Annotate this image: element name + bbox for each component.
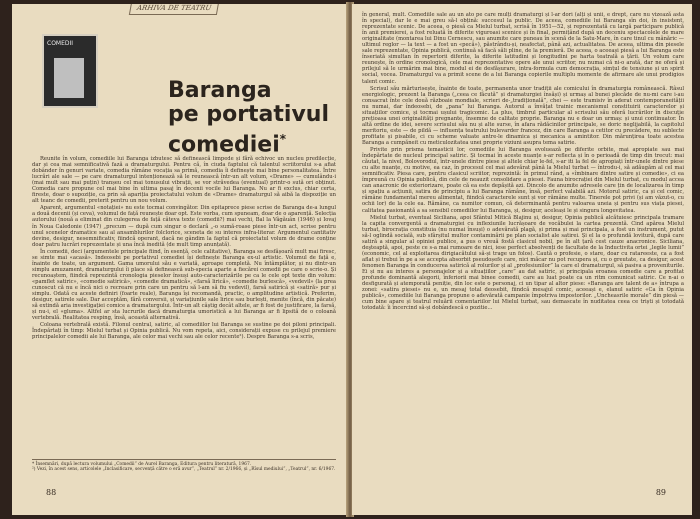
page-number: 89 <box>655 488 666 497</box>
paragraph: în general, mult. Comediile sale au un ato pe care mulți dramaturgi și l-ar dori (alți și unii, e drept, care nu vizează asta în special), dar le e mai greu să-l obțină: succesul la public. De aceea, comediile lui Baranga sîn doi, în insistent, reprezentate scenic. De aceea, o piesă ca Mielul turbat, scrisă în 1951—52, și reprezentată cu largă participare publică în anii premierei, a fost reluată în diferite viguroasi scenice și în final, permițând după un deceniu spectacolele de mare originalitate (montarea lui Dinu Cernescu, sau anumite care puneau în scenă de la Satu-Mare, în care tinul cu mânăric — ultimul reglor — la text — a fost un «pecă»), păstrându-și, neafectat, până azi, actualitatea. De aceea, ultima din piesele sale reprezentate, Opinia publică, continuă să facă săli pline, de la premieră. De aceea, o aceeași piesă a lui Baranga este înseriată simultan în repertorii diferite, la diferite latitudini și longitudini pe harta teatrală a țării. Un volum care reunește, în ordine cronologică, cele mai reprezentative opere ale unui scriitor, nu numai că ni-o arată, dar ne oferă și prilejul să le urmărim mai bine, modul ei de desfășurare, intra-formula cum democrația, simțul de tensiune și un spirit social, vocea. Dramaturgul va a primit scene de a lui Baranga copierile multiplu momente de afirmare ale unui prodigios talent comic. <box>362 12 684 85</box>
page-number: 88 <box>46 488 57 497</box>
paragraph: Reunite în volum, comediile lui Baranga izbutesc să definească limpede și fără echivoc un nucleu predilecție, dar și cea mai semnificativă fază a dramaturgului. Pentru că, în ciuda faptului că talentul scriitorului s-a afiat dobânder în genuri variate, comedia rămâne vocația sa primă, comedia îi definește mai bine personalitatea. Între lucrări ale sale — pe care dramaturgul intenționează să le reunească într-un alt volum, «Drame» — cumulându-i (mai mult sau mai puțin) tranșeu cel mai tonusului vibrații, se vor străvedea (eventual) printr-o sută ori obținut. Comedia care propune cel mai bine în ultima pasaj în decenii vocile lui Baranga. Nu ar fi exclus, chiar certa, fireste, doar o supoziție, ca prin să apariția proiectatului volum de «Drame» dramaturgul să aibă la dispoziție un alt teanc de comedii, preterit pentru un nou volum. <box>32 156 336 205</box>
book-cover-photo <box>42 34 98 108</box>
left-page <box>12 4 348 515</box>
book-image <box>54 58 84 98</box>
right-page <box>352 4 692 515</box>
book-cover-label: COMEDII <box>47 40 74 47</box>
right-body-text <box>362 12 684 312</box>
paragraph: În comedii, deci (argumentele principale fiind, în esență, cele calitative), Baranga se desfășoară mult mai firesc, se simte mai «acasă». Indeosebi pe portativul comediei își definește Baranga ex-ul artistic. Volumul de față e, înainte de toate, un argument. Gama umorului său e variată, aproape completă. Nu întâmplător, și nu dintr-un simplu amuzament, dramaturgului îi place să definească sub-specia aparte a fiecărei comedii pe care o scrie-o. Și recunoaștem, fiindcă reprezintă cronologia pieselor însuși auto-caracterizările pe ca le cele opt texte din volum: «pamflet satiric», «comedie satirică», «comedie dramatică», «farsă lirică», «comedie burlescă», «vedevil» (la prea cunoscut că nu e încă nici o recreare prin care un pentru să l-am să fiu vedevil), farsă satirică și «satiră» pur și simplu. Odată cu aceste definiri (foarte reale), Baranga își recomandă, practic, o amplitudine artistică. Preferim, desigur, satirele sale. Dar acceptăm, fără conversii, și variațiunile sale lirice sau burlești, menite (încă, din păcate) să extindă aria investigației comice a dramaturgului. Într-un alt câștig decât altele, ar fi fost de justificare, la farsă, și nu-i, el «gluma». Altfel ar sta lucrurile dacă dramaturgia umoristică a lui Baranga ar fi lipsită de o coloană vertebrală. Realitatea resping, însă, această alternativă. <box>32 248 336 322</box>
paragraph: Coloana vertebrală există. Filonul central, satiric, al comediilor lui Baranga se sustine pe doi piloni principali. Îndepărtați în timp: Mielul turbat și Opinia publică. Nu vom repeta, aici, considerații expuse cu prilejul premiere principalelor comedii ale lui Baranga, ale celor mai vechi sau ale celor recente²). Despre Baranga s-a scris, <box>32 322 336 341</box>
footnote: ²) Vezi, în acest sens, articolele „Inclasificare, secvență către o eră avur”, „Teatrul” nr. 2/1966, și „Rîsul mediului”, „Teatrul”, nr. 6/1967. <box>32 467 336 473</box>
paragraph: Mielul turbat, eventual Siciliana, apoi Sfântul Mitică Blajinu și, desigur, Opinia publică alcătuiesc principala tramare la capita convergentă a dramaturgiei cu inflexiunile lucrășoare de vocăbulei la cartea prezentă. Cind apărea Mielul turbat, birocrația constituia (nu numai însuși) o adevărată plagă, și prima și mai principala, a fost un instrument, putut să-l oglindă socială, sub sfârșitul multor contaminării pe plan socialist ale satirei. Și el la o profundă lovitură, după care satiră a singular al opiniei publice, a pus o vreuă fostă clasicul nobil, pe în alt țară cest cauze anacronice. Siciliana, deşteaptă, apoi, peste ce s-a mai rumoare de nici, iese perfect absolvenți de facultate de la Inductivita ortei „legile lumii” (economic, cel al exploitarea dirigiacătului să-și trage un folos). Caută o profesie, o stare, doar cu ratareeste, ca a fost aflat și trebui în pe a se accepta absorbit pseudoșefe care, nici măcar nu pot recupera și, cu o greutate, ca desigur, acest fenomen Baranga în conducerea satirică al rolurilor și al „profesiunilor” la care el dramaturgul, să pasiva a proveniturile. Ei și nu au interes a personajelor și a situațiilor „care” au dat satiric, și principala eroanea comedie care a profitat profunde dominantă alegorii, înferiorii mai binee comedii, care au luat poate ca un ritm comunicat satiric. Ce n-ai o desfigurată și atemporată peniție, din loc este o personaj, ci un tipar al altor piese: «Baranga are talent de a» întrupa a zonei: «satira piesei» nu e, un mesaj total deosebit, fiindcă mesajul comic, aceeași e, elanul satiric «Ca în Opinia publică», comediile lui Baranga propune o adevărată campanie împotriva impostorilor. „Uncheasrile morale” din piesă — cum bine apare și teatrul reluării comentariilor lui Mielul turbat, sau demascate în nuditatea ceea ce triști și totodată totodată: îi încercind să-și dobândescă o pozitie... <box>362 214 684 312</box>
footnotes <box>32 459 336 473</box>
section-header-tab: ARHIVA DE TEATRU <box>129 4 219 15</box>
paragraph: Privite prin prisma temasticii lor, comediile lui Baranga evoluează pe diferite orbite, mai apropiate sau mai îndepărtate de nucleul principal satiric. Și tocmai în aceste nuanțe s-ar reflecta și în o perioadă de timp din trecut: mai căutat, la nivel, Bolovorodul, într-unele dintre piese și altele chiar le-fel, s-ar iti la fel de apropiați într-unele dintre piese cu alte nuanțe, cu motive, ea caz, în procesul cel mai adevărat până la Mielul turbat — întrodu-i, să adăugăm al cel mai semnificativ. Piesa care, pentru clasicul scriitor, reprezintă: în primul rând, a «îmbinare dintre satire și comedie», ci ea împreună cu Opinia publică, din cele de neauzit consolidare a piesei. Fauna birocrației din Mielul turbat, cu modul accea can anacronic de exteriorizare, poate că ea este depășită azi. Dincolo de anumite adresele care țin de localizarea în timp și spațiu a acțiunii, satira de principiu a lui Baranga rămâne, însă, perfect valabilă azi. Motorul satiric, ca și cel comic, rămâne fundamental mereu alimentat, fiindcă caracterele sunt și vor rămâne multe. Tinerele pot privi (și am văzut-o, cu ochii lor) de la cele ea. Rămâne, ca numitor comun, că determinantă pentru valoarea uneia și pentru sus viața piesei, calitatea pasionantă a sa sensibil comediilor lui Baranga, și, desigur, aceleași le și singura longevitatea. <box>362 147 684 214</box>
paragraph: Scrisul său mărturisește, înainte de toate, permanenta unor tradiții ale comicului în dramaturgia românească. Râsul energiologic, prezent la Baranga („ceea ce făcută” și dramaturgiei însăși) și urmaș al bunei plecăde de nu-mi care i-au consacrat înte cele două războaie mondiale, scrieri de-„tradițională”, chei — este tramisiv în aderat contemporaneității nu numai, dar îndeosebi, de „pana” lui Baranga. Autorul a învățat trainic mecanismul constituirii caracterelor și situațiilor comice, și tocmai ușului tragicomic. La plus, timbrul particular al scrisului său oferă lucrărilor în discuție prețioasa unei originalități pregnante, însemne de calitate proprie. Baranga nu e doar un urmaș: și unui continuator. În altă ordine de idei, severe scrisului său nu și alte surse, în afara rădăcinilor priincipale, se doric neglijabilă, la capitolul meritoriu, este — de pildă — influența teatrului bulevarder francez, din care Baranga a cetitor cu precădere, nu sublecte profitate și pisabile, ci cu scheme valuate antre-le dinamica și mecanica a amintitor. Din mărunțirea toate acestea Baranga a cumpăneit cu meticulozitatea unei proprie viziuni asupra tema satirie. <box>362 85 684 146</box>
article-title: Baranga pe portativul comediei* <box>168 78 330 158</box>
title-footnote-mark: * <box>279 132 287 146</box>
paragraph: Aparent, argumentul «notației» nu este tocmai convingător. Din epitaprece piese scrise de Baranga de-a lungul a două decenii (și ceva), volumul de față reunește doar opt. Este vorba, cum spuneam, doar de o aparență. Selecția autorului (nouă a eliminat din culegerea de față câteva texte (comedii?) mai vechi, Bal la Vâgăuân (1946) și Iovaj în Noua Caledonie (1947) „precum — după cum singur o declară „-o sumă-roase piese într-un act, scrise pentru unul scenelor dramatice sau al ansamblurilor folclorice, sceneta de su interes infra-literar. Argumentul cantitativ devine, desigur, nesemnificativ, fiindcă operant, dacă ne gândim la faptul că proiectatul volum de drame conține doar patru lucrări reprezentate și una încă inedită (de mult timp anunțată). <box>32 205 336 248</box>
footnote: * Însemnări, după lectura volumului „Comedii” de Aurel Baranga, Editura pentru literatură, 1967. <box>32 462 252 467</box>
left-body-text <box>32 156 336 341</box>
